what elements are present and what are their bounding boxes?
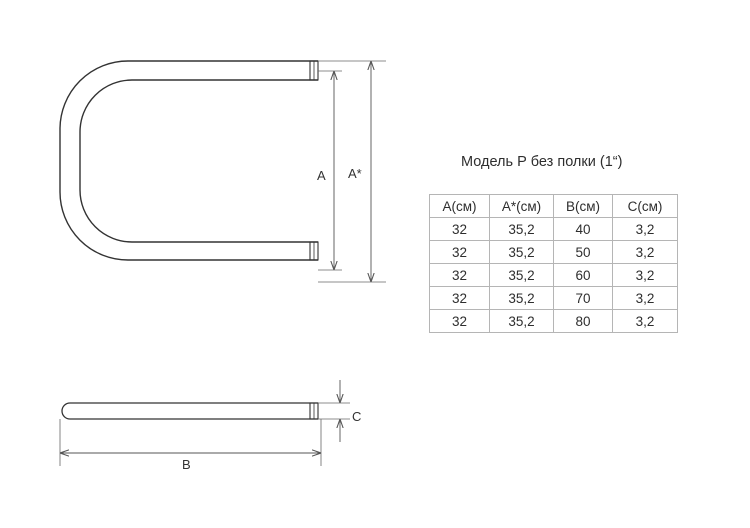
dimension-c-label: C (352, 409, 362, 424)
dimension-a-star-label: A* (348, 166, 362, 181)
dimension-c (340, 380, 361, 442)
table-cell: 35,2 (490, 241, 554, 264)
table-cell: 3,2 (613, 264, 678, 287)
dimension-b-label: B (182, 457, 191, 472)
table-cell: 35,2 (490, 310, 554, 333)
table-cell: 32 (430, 218, 490, 241)
table-cell: 35,2 (490, 287, 554, 310)
table-cell: 32 (430, 310, 490, 333)
dimension-a-label: A (317, 168, 326, 183)
table-cell: 32 (430, 264, 490, 287)
table-cell: 60 (554, 264, 613, 287)
table-row (430, 287, 678, 310)
table-cell: 70 (554, 287, 613, 310)
table-cell: 80 (554, 310, 613, 333)
table-cell: 35,2 (490, 218, 554, 241)
table-cell: 3,2 (613, 310, 678, 333)
table-cell: 32 (430, 287, 490, 310)
table-row (430, 310, 678, 333)
table-cell: 3,2 (613, 218, 678, 241)
dimension-b (60, 453, 321, 472)
table-cell: 35,2 (490, 264, 554, 287)
table-header-cell: C(см) (613, 195, 678, 218)
extension-lines-side (60, 403, 350, 466)
table-header-cell: A*(см) (490, 195, 554, 218)
table-cell: 50 (554, 241, 613, 264)
table-row (430, 264, 678, 287)
table-cell: 40 (554, 218, 613, 241)
u-pipe-front-view (60, 61, 318, 260)
table-cell: 32 (430, 241, 490, 264)
table-row (430, 241, 678, 264)
table-row (430, 218, 678, 241)
table-cell: 3,2 (613, 241, 678, 264)
dimensions-table (429, 194, 678, 333)
model-title: Модель Р без полки (1“) (461, 154, 623, 170)
table-header-cell: B(см) (554, 195, 613, 218)
table-cell: 3,2 (613, 287, 678, 310)
dimension-a (317, 71, 334, 270)
dimension-a-star (348, 61, 371, 282)
pipe-side-view (62, 403, 318, 419)
table-header-cell: A(см) (430, 195, 490, 218)
table-header-row (430, 195, 678, 218)
